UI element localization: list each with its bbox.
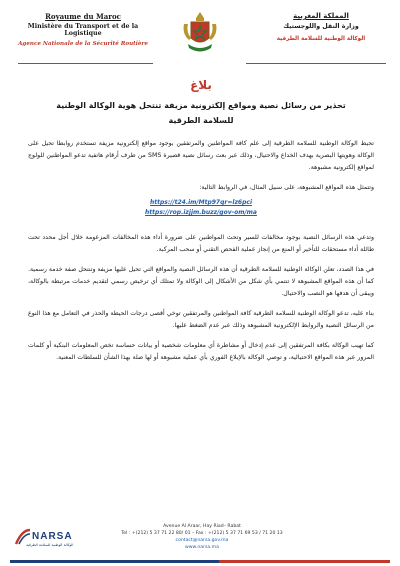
paragraph-caution: بناء عليه، تدعو الوكالة الوطنية للسلامة الطرقية كافة المواطنين والمرتفقين توخي أقصى درجات الحيطة والحذر في التعامل مع هذا النوع من الرسائل النصية والروابط الإلكترونية المشبوهة وذلك عبر عدم الضغط عليها.: [28, 310, 374, 329]
ministry-fr: Ministère du Transport et de la Logistique: [27, 23, 139, 37]
paragraph-intro: تحيط الوكالة الوطنية للسلامة الطرقية إلى علم كافة المواطنين والمرتفقين بوجود مواقع إلكترونية مزيفة تستخدم روابطا تحيل على الوكالة وهويتها البصرية بهدف الخداع والاحتيال، وذلك عبر بعث رسائل نصية قصيرة SMS من طرف أرقام هاتفية تدعو المواطنين للولوج لمواقع إلكترونية مشبوهة.: [28, 140, 374, 171]
footer-phone: Tel : +(212) 5 37 71 22 80/ 01 – Fax : +(212) 5 37 71 69 53 / 71 20 13: [121, 531, 283, 536]
footer-website[interactable]: www.narsa.ma: [185, 545, 219, 550]
paragraph-advice: كما تهيب الوكالة بكافة المرتفقين إلى عدم إدخال أو مشاطرة أي معلومات شخصية أو بيانات حساسة تخص المعلومات البنكية أو كلمات المرور عبر هذه المواقع الاحتيالية، و توصي الوكالة بالإبلاغ الفوري بأي عملية مشبوهة أو لها صلة بهذا الشأن للسلطات المعنية.: [28, 342, 374, 361]
letterhead-arabic: [256, 12, 386, 42]
footer-address: Avenue Al Araar, Hay Riad– Rabat: [163, 524, 241, 529]
divider-right: [246, 63, 386, 64]
letterhead-french: [18, 12, 148, 47]
subtitle-line-1: تحذير من رسائل نصية ومواقع إلكترونية مزيفة تنتحل هوية الوكالة الوطنية: [56, 101, 346, 110]
communique-body: [28, 78, 374, 372]
footer-email[interactable]: contact@narsa.gov.ma: [175, 538, 229, 543]
page-footer: [0, 520, 400, 566]
subtitle-line-2: للسلامة الطرقية: [168, 116, 234, 125]
narsa-logo: [14, 526, 84, 552]
divider-left: [18, 63, 153, 64]
ministry-ar: وزارة النقل واللوجستيك: [283, 23, 359, 30]
kingdom-ar: المملكة المغربية: [293, 12, 349, 20]
logo-wordmark: NARSA: [32, 531, 73, 542]
letterhead: [0, 8, 400, 74]
paragraph-examples: وتتمثل هذه المواقع المشبوهة، على سبيل المثال، في الروابط التالية:: [199, 184, 374, 191]
communique-subtitle: [28, 98, 374, 128]
footer-color-bar: [10, 560, 390, 563]
communique-title: بلاغ: [190, 78, 212, 92]
suspicious-links: [28, 198, 374, 218]
logo-tagline: الوكالة الوطنية للسلامة الطرقية: [26, 543, 74, 547]
agency-ar: الوكالة الوطنية للسلامة الطرقية: [276, 36, 366, 42]
suspicious-link-2[interactable]: https://rop.izjjm.buzz/gov-om/ma: [145, 209, 257, 216]
kingdom-fr: Royaume du Maroc: [45, 12, 121, 21]
paragraph-claims: وتدعي هذه الرسائل النصية بوجود مخالفات للسير وتحث المواطنين على ضرورة أداء هذه المخالفات المزعومة خلال أجل محدد تحت طائلة أداء مستحقات للتأخير أو المنع من إنجاز عملية الفحص التقني أو سحب المركبة.: [28, 234, 374, 253]
agency-fr: Agence Nationale de la Sécurité Routière: [18, 41, 148, 47]
contact-block: [112, 523, 292, 551]
paragraph-declaration: في هذا الصدد، تعلن الوكالة الوطنية للسلامة الطرقية أن هذه الرسائل النصية والمواقع التي تحيل عليها مزيفة وتنتحل صفة خدمة رسمية. كما أن هذه المواقع المشبوهة لا تنتمي بأي شكل من الأشكال إلى الوكالة ولا تمتلك أي ترخيص رسمي لتقديم خدمات مرتبطة بالوكالة، ويبقى أن هدفها هو النصب والاحتيال.: [28, 266, 374, 297]
suspicious-link-1[interactable]: https://t24.im/Mtp97qr=lz6pci: [149, 199, 253, 206]
coat-of-arms-icon: [180, 10, 220, 54]
